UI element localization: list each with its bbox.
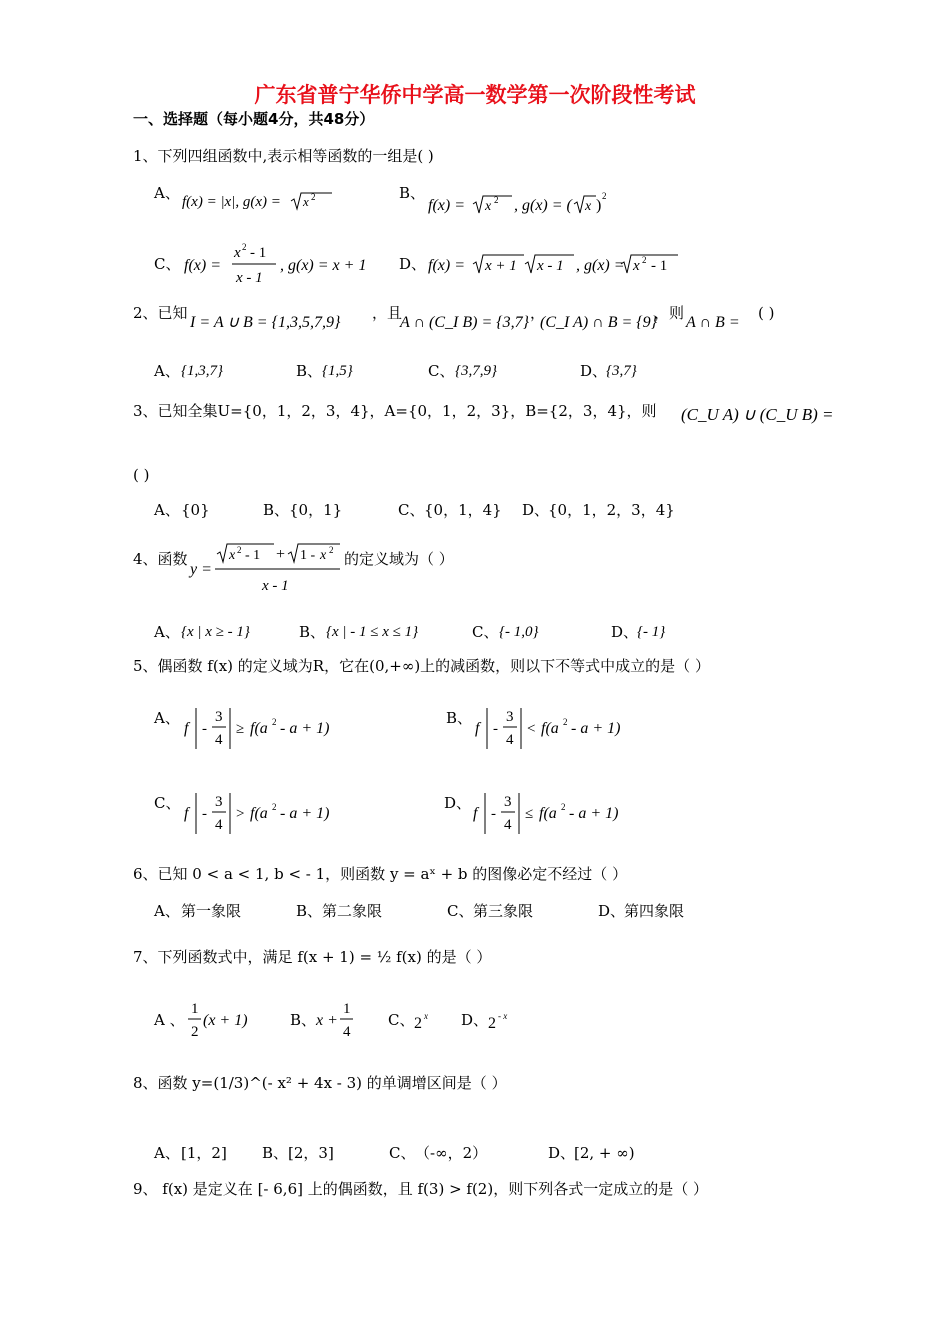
svg-text:2: 2 (414, 1015, 422, 1032)
svg-text:x: x (320, 548, 327, 563)
svg-text:, g(x) = (: , g(x) = ( (514, 197, 572, 214)
svg-text:2: 2 (242, 242, 247, 252)
option-label: D、 (611, 623, 639, 641)
option-formula: {x | x ≥ - 1} (181, 624, 250, 640)
option-label: B、 (263, 501, 290, 519)
option-label: C、 (398, 501, 425, 519)
option-formula: {1,5} (322, 363, 353, 379)
option-label: B、 (262, 1144, 289, 1162)
option-text: （-∞，2） (415, 1144, 488, 1162)
answer-blank: ( ) (133, 466, 150, 484)
option-formula (473, 788, 643, 838)
option-formula (188, 998, 258, 1042)
svg-text:, g(x) = x + 1: , g(x) = x + 1 (280, 257, 367, 274)
stem-formula: A ∩ (C_I B) = {3,7} (400, 314, 530, 331)
svg-text:2: 2 (563, 717, 568, 727)
option-formula (475, 703, 645, 753)
option-label: C、 (447, 902, 474, 920)
svg-text:f(x) =: f(x) = (428, 197, 465, 214)
stem-formula (190, 540, 342, 594)
stem-formula: I = A ∪ B = {1,3,5,7,9} (190, 314, 341, 331)
stem-text: ， (530, 304, 546, 322)
option-label: A、 (154, 184, 180, 202)
option-label: D、 (598, 902, 626, 920)
svg-text:4: 4 (215, 732, 223, 748)
svg-text:x +: x + (316, 1012, 338, 1029)
option-formula (428, 252, 688, 278)
option-formula (428, 190, 608, 216)
question-stem: 1、下列四组函数中,表示相等函数的一组是( ) (133, 147, 434, 165)
question-stem: 7、下列函数式中，满足 f(x + 1) = ½ f(x) 的是（ ） (133, 948, 492, 966)
stem-text: ，且 (372, 304, 403, 322)
svg-text:x: x (229, 548, 236, 563)
svg-text:2: 2 (602, 191, 607, 201)
question-stem: 6、已知 0 < a < 1, b < - 1，则函数 y = aˣ + b 的图像必定不经过（ ） (133, 865, 628, 883)
option-label: A 、 (154, 1011, 185, 1029)
question-stem: 3、已知全集U={0，1，2，3，4}，A={0，1，2，3}，B={2，3，4}，则 (133, 402, 657, 420)
svg-text:x: x (234, 245, 241, 261)
question-stem: 5、偶函数 f(x) 的定义域为R，它在(0,+∞)上的减函数，则以下不等式中成立的是（ ） (133, 657, 710, 675)
svg-text:2: 2 (642, 255, 647, 265)
svg-text:f(a: f(a (250, 720, 268, 737)
svg-text:4: 4 (504, 817, 512, 833)
option-label: A、 (154, 501, 180, 519)
option-label: B、 (446, 709, 473, 727)
question-stem: 9、 f(x) 是定义在 [- 6,6] 上的偶函数，且 f(3) > f(2)，则下列各式一定成立的是（ ） (133, 1180, 708, 1198)
svg-text:(x + 1): (x + 1) (203, 1012, 248, 1029)
option-label: C、 (154, 255, 181, 273)
section-heading: 一、选择题（每小题4分，共48分） (133, 110, 375, 128)
svg-text:3: 3 (504, 794, 512, 810)
option-label: D、 (461, 1011, 489, 1029)
svg-text:1 -: 1 - (300, 548, 316, 563)
question-stem: 8、函数 y=(1/3)^(- x² + 4x - 3) 的单调增区间是（ ） (133, 1074, 507, 1092)
option-text: {0，1，2，3，4} (548, 501, 675, 519)
svg-text:4: 4 (343, 1024, 351, 1040)
svg-text:y =: y = (190, 561, 212, 578)
svg-text:≤: ≤ (525, 806, 534, 822)
option-label: B、 (299, 623, 326, 641)
svg-text:-: - (491, 806, 496, 822)
svg-text:- a + 1): - a + 1) (569, 805, 619, 822)
option-label: A、 (154, 1144, 180, 1162)
option-label: C、 (388, 1011, 415, 1029)
svg-text:2: 2 (237, 545, 242, 555)
svg-text:x: x (633, 258, 640, 274)
svg-text:- x: - x (498, 1011, 508, 1021)
option-text: 第一象限 (181, 902, 242, 920)
exam-title: 广东省普宁华侨中学高一数学第一次阶段性考试 (254, 83, 696, 107)
option-label: C、 (154, 794, 181, 812)
svg-text:-: - (202, 806, 207, 822)
option-label: D、 (522, 501, 550, 519)
stem-text: 的定义域为（ ） (344, 550, 454, 568)
svg-text:3: 3 (215, 709, 223, 725)
answer-blank: ( ) (758, 304, 775, 322)
option-text: [2, + ∞) (574, 1144, 635, 1162)
option-formula: {1,3,7} (181, 363, 223, 379)
svg-text:2: 2 (329, 545, 334, 555)
svg-text:f(a: f(a (250, 805, 268, 822)
option-label: D、 (399, 255, 427, 273)
option-label: D、 (580, 362, 608, 380)
stem-formula: A ∩ B = (686, 314, 740, 331)
svg-text:x - 1: x - 1 (236, 270, 263, 286)
svg-text:f: f (475, 720, 480, 737)
option-formula (184, 240, 374, 286)
svg-text:≥: ≥ (236, 721, 245, 737)
option-label: A、 (154, 362, 180, 380)
svg-text:- 1: - 1 (651, 258, 668, 274)
svg-text:-: - (202, 721, 207, 737)
option-label: A、 (154, 623, 180, 641)
option-text: 第二象限 (322, 902, 383, 920)
option-formula: {- 1} (637, 624, 666, 640)
option-text: [2，3] (288, 1144, 334, 1162)
option-label: D、 (548, 1144, 576, 1162)
option-text: [1，2] (181, 1144, 227, 1162)
option-formula (316, 998, 376, 1042)
option-formula: {3,7} (606, 363, 637, 379)
option-text: {0} (181, 501, 210, 519)
svg-text:2: 2 (488, 1015, 496, 1032)
svg-text:2: 2 (494, 195, 499, 205)
option-formula: {3,7,9} (455, 363, 497, 379)
option-text: {0，1} (289, 501, 343, 519)
svg-text:2: 2 (311, 192, 316, 202)
option-label: A、 (154, 709, 180, 727)
svg-text:+: + (276, 546, 286, 563)
svg-text:x: x (585, 199, 592, 214)
option-label: D、 (444, 794, 472, 812)
svg-text:<: < (527, 721, 536, 737)
svg-text:f(a: f(a (539, 805, 557, 822)
option-label: C、 (389, 1144, 416, 1162)
svg-text:- 1: - 1 (245, 548, 261, 563)
svg-text:2: 2 (191, 1024, 199, 1040)
svg-text:- a + 1): - a + 1) (280, 805, 330, 822)
svg-text:1: 1 (343, 1001, 351, 1017)
svg-text:3: 3 (215, 794, 223, 810)
svg-text:x: x (303, 194, 309, 209)
stem-formula: (C_I A) ∩ B = {9} (540, 314, 658, 331)
option-formula: {x | - 1 ≤ x ≤ 1} (326, 624, 419, 640)
svg-text:x - 1: x - 1 (262, 578, 289, 594)
svg-text:3: 3 (506, 709, 514, 725)
svg-text:4: 4 (215, 817, 223, 833)
option-text: {0，1，4} (424, 501, 502, 519)
svg-text:4: 4 (506, 732, 514, 748)
svg-text:f: f (184, 720, 189, 737)
svg-text:f: f (473, 805, 478, 822)
option-formula (184, 788, 354, 838)
option-formula (182, 188, 342, 214)
stem-formula: (C_U A) ∪ (C_U B) = (681, 405, 834, 424)
svg-text:f(x) = |x|, g(x) =: f(x) = |x|, g(x) = (182, 194, 281, 210)
svg-text:>: > (236, 806, 245, 822)
svg-text:, g(x) =: , g(x) = (576, 257, 625, 274)
option-formula: {- 1,0} (499, 624, 539, 640)
svg-text:): ) (596, 197, 602, 214)
option-label: C、 (428, 362, 455, 380)
option-formula (184, 703, 354, 753)
option-label: B、 (290, 1011, 317, 1029)
option-label: B、 (296, 362, 323, 380)
option-label: B、 (399, 184, 426, 202)
option-text: 第四象限 (624, 902, 685, 920)
svg-text:2: 2 (272, 717, 277, 727)
svg-text:-: - (493, 721, 498, 737)
svg-text:1: 1 (191, 1001, 199, 1017)
svg-text:- a + 1): - a + 1) (280, 720, 330, 737)
stem-text: ，则 (654, 304, 685, 322)
svg-text:x - 1: x - 1 (537, 258, 564, 274)
svg-text:f(x) =: f(x) = (428, 257, 465, 274)
option-formula (414, 1008, 444, 1034)
svg-text:f(x) =: f(x) = (184, 257, 221, 274)
option-label: A、 (154, 902, 180, 920)
question-stem-prefix: 2、已知 (133, 304, 188, 322)
svg-text:f: f (184, 805, 189, 822)
svg-text:x: x (424, 1011, 428, 1021)
option-text: 第三象限 (473, 902, 534, 920)
question-stem-prefix: 4、函数 (133, 550, 188, 568)
option-formula (488, 1008, 528, 1034)
svg-text:x: x (485, 199, 492, 214)
svg-text:x + 1: x + 1 (485, 258, 517, 274)
svg-text:2: 2 (272, 802, 277, 812)
svg-text:- a + 1): - a + 1) (571, 720, 621, 737)
option-label: C、 (472, 623, 499, 641)
svg-text:- 1: - 1 (250, 245, 267, 261)
svg-text:2: 2 (561, 802, 566, 812)
svg-text:f(a: f(a (541, 720, 559, 737)
option-label: B、 (296, 902, 323, 920)
